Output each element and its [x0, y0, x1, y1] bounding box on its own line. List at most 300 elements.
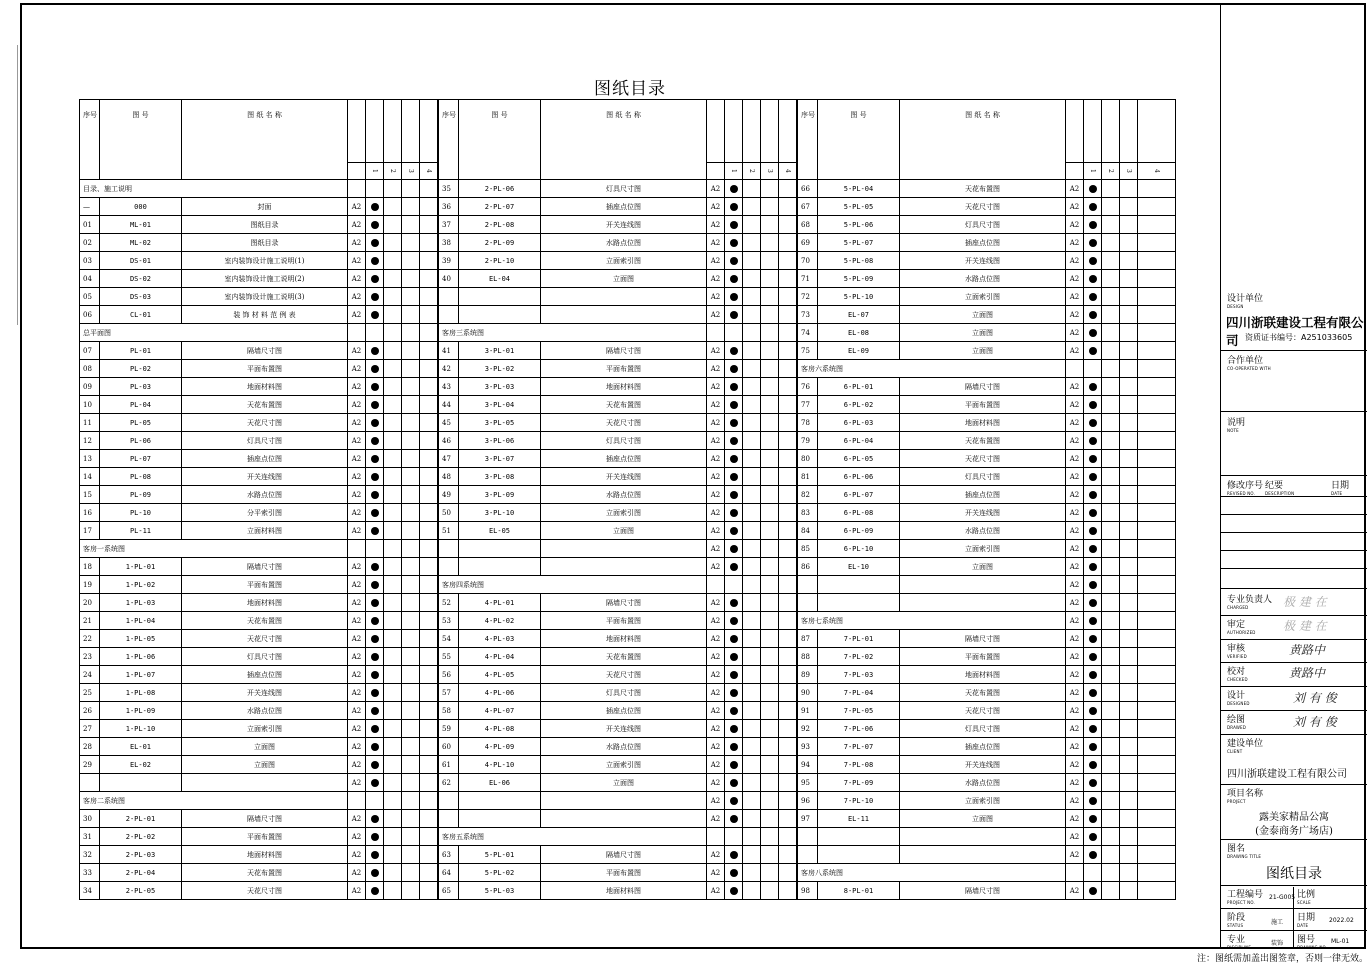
- cell-no: 87: [798, 630, 818, 648]
- cell-code: 1-PL-07: [100, 666, 182, 684]
- cell-size: A2: [707, 234, 725, 252]
- issued-dot-icon: [730, 689, 738, 697]
- cell-size: A2: [707, 756, 725, 774]
- cell-no: 10: [80, 396, 100, 414]
- cell-code: ML-02: [100, 234, 182, 252]
- issued-dot-icon: [1089, 617, 1097, 625]
- cell-no: 30: [80, 810, 100, 828]
- table-row: [798, 468, 1176, 486]
- cell-code: 3-PL-01: [459, 342, 541, 360]
- cell-size: A2: [707, 486, 725, 504]
- cell-name: 地面材料图: [900, 666, 1066, 684]
- cell-code: 4-PL-02: [459, 612, 541, 630]
- cell-size: A2: [348, 558, 366, 576]
- project-line2: (金泰商务广场店): [1255, 826, 1333, 837]
- table-row: [798, 648, 1176, 666]
- cell-code: 2-PL-09: [459, 234, 541, 252]
- issued-dot-icon: [1089, 293, 1097, 301]
- header-code: 图 号: [459, 100, 541, 180]
- cell-name: 隔墙尺寸图: [182, 558, 348, 576]
- cell-size: A2: [707, 432, 725, 450]
- sig-checked: 黄路中: [1289, 666, 1326, 680]
- table-row: [798, 594, 1176, 612]
- cell-size: A2: [348, 450, 366, 468]
- cell-size: A2: [348, 342, 366, 360]
- cell-no: 17: [80, 522, 100, 540]
- cell-name: 水路点位图: [900, 774, 1066, 792]
- cell-no: [798, 846, 818, 864]
- table-row: [80, 270, 438, 288]
- cell-code: EL-02: [100, 756, 182, 774]
- table-row: [439, 882, 797, 900]
- issued-dot-icon: [371, 311, 379, 319]
- issued-dot-icon: [730, 365, 738, 373]
- issued-dot-icon: [1089, 797, 1097, 805]
- table-row: [798, 324, 1176, 342]
- table-row: [798, 558, 1176, 576]
- section-row: [80, 792, 438, 810]
- cell-size: A2: [1066, 306, 1084, 324]
- issued-dot-icon: [730, 401, 738, 409]
- header-no: 序号: [798, 100, 818, 180]
- cell-code: 7-PL-07: [818, 738, 900, 756]
- cell-no: 71: [798, 270, 818, 288]
- cell-size: A2: [1066, 414, 1084, 432]
- issued-dot-icon: [1089, 743, 1097, 751]
- table-row: [439, 234, 797, 252]
- cell-name: 立面材料图: [182, 522, 348, 540]
- cell-size: A2: [1066, 792, 1084, 810]
- issued-dot-icon: [730, 869, 738, 877]
- cell-code: 2-PL-10: [459, 252, 541, 270]
- cell-name: 天花尺寸图: [182, 882, 348, 900]
- cell-code: 7-PL-09: [818, 774, 900, 792]
- issued-dot-icon: [1089, 509, 1097, 517]
- cell-no: 26: [80, 702, 100, 720]
- cell-no: [439, 558, 459, 576]
- issued-dot-icon: [1089, 707, 1097, 715]
- header-col-3: 3: [1125, 169, 1132, 173]
- table-row: [798, 576, 1176, 594]
- cell-name: 立面图: [900, 306, 1066, 324]
- cell-no: 05: [80, 288, 100, 306]
- cell-no: 93: [798, 738, 818, 756]
- cell-size: A2: [348, 612, 366, 630]
- cell-code: [818, 576, 900, 594]
- issued-dot-icon: [371, 563, 379, 571]
- issued-dot-icon: [730, 455, 738, 463]
- cell-size: A2: [348, 504, 366, 522]
- cell-name: 立面图: [900, 342, 1066, 360]
- cell-code: EL-04: [459, 270, 541, 288]
- cell-no: 70: [798, 252, 818, 270]
- cell-size: A2: [707, 504, 725, 522]
- cell-no: 82: [798, 486, 818, 504]
- issued-dot-icon: [371, 725, 379, 733]
- cell-no: —: [80, 198, 100, 216]
- cell-size: A2: [707, 792, 725, 810]
- issued-dot-icon: [371, 851, 379, 859]
- cell-no: 56: [439, 666, 459, 684]
- section-row: [798, 864, 1176, 882]
- cell-no: 27: [80, 720, 100, 738]
- cell-code: 4-PL-05: [459, 666, 541, 684]
- cell-size: A2: [348, 486, 366, 504]
- cell-no: 37: [439, 216, 459, 234]
- cell-code: 2-PL-07: [459, 198, 541, 216]
- cell-size: A2: [1066, 216, 1084, 234]
- cell-no: 06: [80, 306, 100, 324]
- proj-no-label: 工程编号 PROJECT NO.: [1227, 890, 1264, 905]
- header-col-4: 4: [1153, 169, 1160, 173]
- issued-dot-icon: [730, 815, 738, 823]
- cell-no: 92: [798, 720, 818, 738]
- cell-code: 1-PL-02: [100, 576, 182, 594]
- cell-name: 开关连线图: [900, 252, 1066, 270]
- checked-label: 校对 CHECKED: [1227, 667, 1248, 682]
- cell-size: A2: [1066, 576, 1084, 594]
- cell-code: EL-06: [459, 774, 541, 792]
- cell-code: PL-08: [100, 468, 182, 486]
- cell-no: 90: [798, 684, 818, 702]
- cell-no: 51: [439, 522, 459, 540]
- table-row: [798, 684, 1176, 702]
- cell-no: [439, 540, 459, 558]
- cell-code: 4-PL-04: [459, 648, 541, 666]
- issued-dot-icon: [1089, 347, 1097, 355]
- cell-size: A2: [1066, 648, 1084, 666]
- cell-no: 43: [439, 378, 459, 396]
- cell-name: 图纸目录: [182, 234, 348, 252]
- cell-name: [182, 774, 348, 792]
- header-name: 图 纸 名 称: [182, 100, 348, 180]
- cell-name: 隔墙尺寸图: [900, 630, 1066, 648]
- cell-no: 12: [80, 432, 100, 450]
- table-row: [798, 252, 1176, 270]
- table-row: [80, 396, 438, 414]
- cell-code: [818, 594, 900, 612]
- section-row: [80, 540, 438, 558]
- cell-code: EL-11: [818, 810, 900, 828]
- cell-code: 4-PL-10: [459, 756, 541, 774]
- cell-code: 6-PL-05: [818, 450, 900, 468]
- issued-dot-icon: [1089, 527, 1097, 535]
- cell-name: 装 饰 材 料 范 例 表: [182, 306, 348, 324]
- cell-size: A2: [707, 342, 725, 360]
- cell-name: 天花尺寸图: [900, 450, 1066, 468]
- cell-size: A2: [348, 702, 366, 720]
- drawing-title: 图纸目录: [1266, 866, 1322, 882]
- cell-no: 67: [798, 198, 818, 216]
- cell-code: 4-PL-06: [459, 684, 541, 702]
- sig-authorized: 极 建 在: [1283, 619, 1327, 633]
- cell-size: A2: [348, 432, 366, 450]
- cell-name: 立面索引图: [541, 252, 707, 270]
- cell-name: 天花尺寸图: [182, 630, 348, 648]
- cell-name: 插座点位图: [541, 450, 707, 468]
- index-table-1: [79, 99, 438, 900]
- title-block: [1220, 3, 1367, 949]
- cell-no: 50: [439, 504, 459, 522]
- discipline: 装饰: [1271, 940, 1284, 947]
- cell-code: ML-01: [100, 216, 182, 234]
- cell-code: 2-PL-04: [100, 864, 182, 882]
- cell-code: 2-PL-05: [100, 882, 182, 900]
- cell-code: 1-PL-01: [100, 558, 182, 576]
- cell-code: 3-PL-04: [459, 396, 541, 414]
- cell-size: A2: [1066, 756, 1084, 774]
- issued-dot-icon: [371, 365, 379, 373]
- cell-no: 84: [798, 522, 818, 540]
- table-row: [439, 450, 797, 468]
- table-row: [439, 774, 797, 792]
- cell-no: 09: [80, 378, 100, 396]
- cell-name: [541, 288, 707, 306]
- cell-code: 3-PL-10: [459, 504, 541, 522]
- dwg-no: ML-01: [1331, 938, 1350, 945]
- cell-name: 水路点位图: [182, 702, 348, 720]
- table-row: [798, 828, 1176, 846]
- cell-size: A2: [1066, 684, 1084, 702]
- date2: 2022.02: [1329, 917, 1354, 924]
- cell-name: 天花尺寸图: [900, 198, 1066, 216]
- cell-no: 18: [80, 558, 100, 576]
- table-row: [798, 702, 1176, 720]
- issued-dot-icon: [730, 509, 738, 517]
- issued-dot-icon: [730, 185, 738, 193]
- cell-code: [100, 774, 182, 792]
- cell-name: 灯具尺寸图: [541, 180, 707, 198]
- cell-code: 3-PL-08: [459, 468, 541, 486]
- table-row: [80, 288, 438, 306]
- cell-no: 97: [798, 810, 818, 828]
- cell-no: 98: [798, 882, 818, 900]
- header-col-2: 2: [389, 169, 396, 173]
- issued-dot-icon: [730, 851, 738, 859]
- index-table-3: [797, 99, 1176, 900]
- cell-size: A2: [1066, 774, 1084, 792]
- cell-name: [900, 576, 1066, 594]
- section-title: 客房七系统图: [798, 612, 1066, 630]
- cell-name: 插座点位图: [541, 198, 707, 216]
- cell-size: A2: [1066, 666, 1084, 684]
- cell-size: A2: [1066, 270, 1084, 288]
- cell-no: 53: [439, 612, 459, 630]
- cell-name: 灯具尺寸图: [182, 648, 348, 666]
- cell-no: 64: [439, 864, 459, 882]
- project-line1: 露美家精品公寓: [1259, 812, 1329, 823]
- issued-dot-icon: [1089, 851, 1097, 859]
- cell-size: A2: [348, 684, 366, 702]
- cell-size: A2: [1066, 324, 1084, 342]
- header-col-2: 2: [748, 169, 755, 173]
- cell-code: 5-PL-02: [459, 864, 541, 882]
- cell-no: [439, 288, 459, 306]
- table-row: [798, 288, 1176, 306]
- sig-verified: 黄路中: [1289, 643, 1326, 657]
- issued-dot-icon: [730, 635, 738, 643]
- cell-name: 水路点位图: [541, 738, 707, 756]
- cell-code: 6-PL-08: [818, 504, 900, 522]
- cell-code: 6-PL-06: [818, 468, 900, 486]
- cell-size: A2: [1066, 558, 1084, 576]
- cell-size: A2: [707, 630, 725, 648]
- cell-code: 7-PL-02: [818, 648, 900, 666]
- cell-size: A2: [1066, 738, 1084, 756]
- cell-name: 立面索引图: [541, 756, 707, 774]
- cell-no: [439, 810, 459, 828]
- issued-dot-icon: [371, 671, 379, 679]
- cell-name: 立面图: [900, 810, 1066, 828]
- cell-no: 74: [798, 324, 818, 342]
- table-row: [439, 558, 797, 576]
- cell-name: 室内装饰设计施工说明(2): [182, 270, 348, 288]
- table-row: [798, 414, 1176, 432]
- drawing-title-label: 图名 DRAWING TITLE: [1227, 844, 1262, 859]
- cell-name: 立面图: [900, 324, 1066, 342]
- header-code: 图 号: [818, 100, 900, 180]
- table-row: [439, 792, 797, 810]
- issued-dot-icon: [730, 257, 738, 265]
- cell-no: 42: [439, 360, 459, 378]
- table-row: [80, 198, 438, 216]
- issued-dot-icon: [371, 347, 379, 355]
- cell-size: A2: [348, 414, 366, 432]
- cell-code: 8-PL-01: [818, 882, 900, 900]
- table-row: [80, 558, 438, 576]
- cell-name: 水路点位图: [182, 486, 348, 504]
- issued-dot-icon: [1089, 833, 1097, 841]
- cell-name: 平面布置图: [541, 612, 707, 630]
- cell-name: 平面布置图: [182, 360, 348, 378]
- cell-no: 65: [439, 882, 459, 900]
- cell-no: 24: [80, 666, 100, 684]
- issued-dot-icon: [730, 887, 738, 895]
- cell-no: 04: [80, 270, 100, 288]
- cell-code: EL-07: [818, 306, 900, 324]
- issued-dot-icon: [1089, 221, 1097, 229]
- client-name: 四川浙联建设工程有限公司: [1227, 769, 1347, 780]
- cell-no: 20: [80, 594, 100, 612]
- cell-name: 隔墙尺寸图: [900, 882, 1066, 900]
- cell-name: 插座点位图: [900, 234, 1066, 252]
- cell-name: 插座点位图: [900, 738, 1066, 756]
- cell-name: 立面索引图: [182, 720, 348, 738]
- cell-no: 63: [439, 846, 459, 864]
- cell-code: EL-05: [459, 522, 541, 540]
- cell-name: 地面材料图: [541, 630, 707, 648]
- cell-name: 灯具尺寸图: [900, 216, 1066, 234]
- issued-dot-icon: [371, 761, 379, 769]
- coop-label: 合作单位 CO-OPERATED WITH: [1227, 356, 1271, 371]
- table-row: [439, 738, 797, 756]
- cell-no: 11: [80, 414, 100, 432]
- cell-no: [80, 774, 100, 792]
- issued-dot-icon: [371, 437, 379, 445]
- cell-name: 开关连线图: [900, 504, 1066, 522]
- table-row: [80, 810, 438, 828]
- cell-name: 灯具尺寸图: [900, 468, 1066, 486]
- cell-name: 天花布置图: [900, 432, 1066, 450]
- issued-dot-icon: [1089, 275, 1097, 283]
- cell-code: [459, 540, 541, 558]
- issued-dot-icon: [371, 455, 379, 463]
- cell-code: 1-PL-03: [100, 594, 182, 612]
- issued-dot-icon: [371, 689, 379, 697]
- proj-no: 21-G005: [1269, 894, 1296, 901]
- table-row: [798, 540, 1176, 558]
- cell-size: A2: [1066, 630, 1084, 648]
- cell-code: 1-PL-05: [100, 630, 182, 648]
- issued-dot-icon: [730, 779, 738, 787]
- table-row: [798, 792, 1176, 810]
- cell-no: 73: [798, 306, 818, 324]
- issued-dot-icon: [730, 311, 738, 319]
- cell-no: 07: [80, 342, 100, 360]
- cell-no: 59: [439, 720, 459, 738]
- cell-name: 天花布置图: [900, 684, 1066, 702]
- cell-name: 水路点位图: [900, 270, 1066, 288]
- cell-no: 29: [80, 756, 100, 774]
- issued-dot-icon: [1089, 599, 1097, 607]
- cell-name: 插座点位图: [541, 702, 707, 720]
- cell-name: 地面材料图: [182, 378, 348, 396]
- table-row: [439, 252, 797, 270]
- table-row: [798, 756, 1176, 774]
- cell-name: 隔墙尺寸图: [541, 846, 707, 864]
- cell-no: 62: [439, 774, 459, 792]
- cell-size: A2: [1066, 594, 1084, 612]
- issued-dot-icon: [371, 401, 379, 409]
- cell-code: 2-PL-02: [100, 828, 182, 846]
- cell-name: 平面布置图: [900, 648, 1066, 666]
- cell-size: A2: [348, 864, 366, 882]
- cell-name: 开关连线图: [182, 468, 348, 486]
- cell-name: 平面布置图: [900, 396, 1066, 414]
- issued-dot-icon: [371, 257, 379, 265]
- table-row: [798, 180, 1176, 198]
- issued-dot-icon: [371, 869, 379, 877]
- table-row: [439, 468, 797, 486]
- table-row: [80, 468, 438, 486]
- cell-name: 地面材料图: [182, 594, 348, 612]
- cell-size: A2: [707, 180, 725, 198]
- cell-code: 6-PL-10: [818, 540, 900, 558]
- table-row: [80, 486, 438, 504]
- issued-dot-icon: [730, 203, 738, 211]
- table-row: [439, 180, 797, 198]
- cell-name: 天花布置图: [182, 612, 348, 630]
- cell-code: 7-PL-10: [818, 792, 900, 810]
- cell-code: 4-PL-01: [459, 594, 541, 612]
- table-row: [80, 342, 438, 360]
- table-row: [80, 432, 438, 450]
- issued-dot-icon: [730, 797, 738, 805]
- issued-dot-icon: [1089, 473, 1097, 481]
- cell-name: 封面: [182, 198, 348, 216]
- issued-dot-icon: [371, 275, 379, 283]
- table-row: [439, 612, 797, 630]
- cell-no: 38: [439, 234, 459, 252]
- cell-size: A2: [707, 774, 725, 792]
- header-col-1: 1: [1089, 169, 1096, 173]
- cell-name: [541, 540, 707, 558]
- section-row: [439, 576, 797, 594]
- issued-dot-icon: [1089, 761, 1097, 769]
- cell-size: A2: [707, 396, 725, 414]
- page-title: 图纸目录: [594, 79, 666, 99]
- cell-name: 开关连线图: [541, 216, 707, 234]
